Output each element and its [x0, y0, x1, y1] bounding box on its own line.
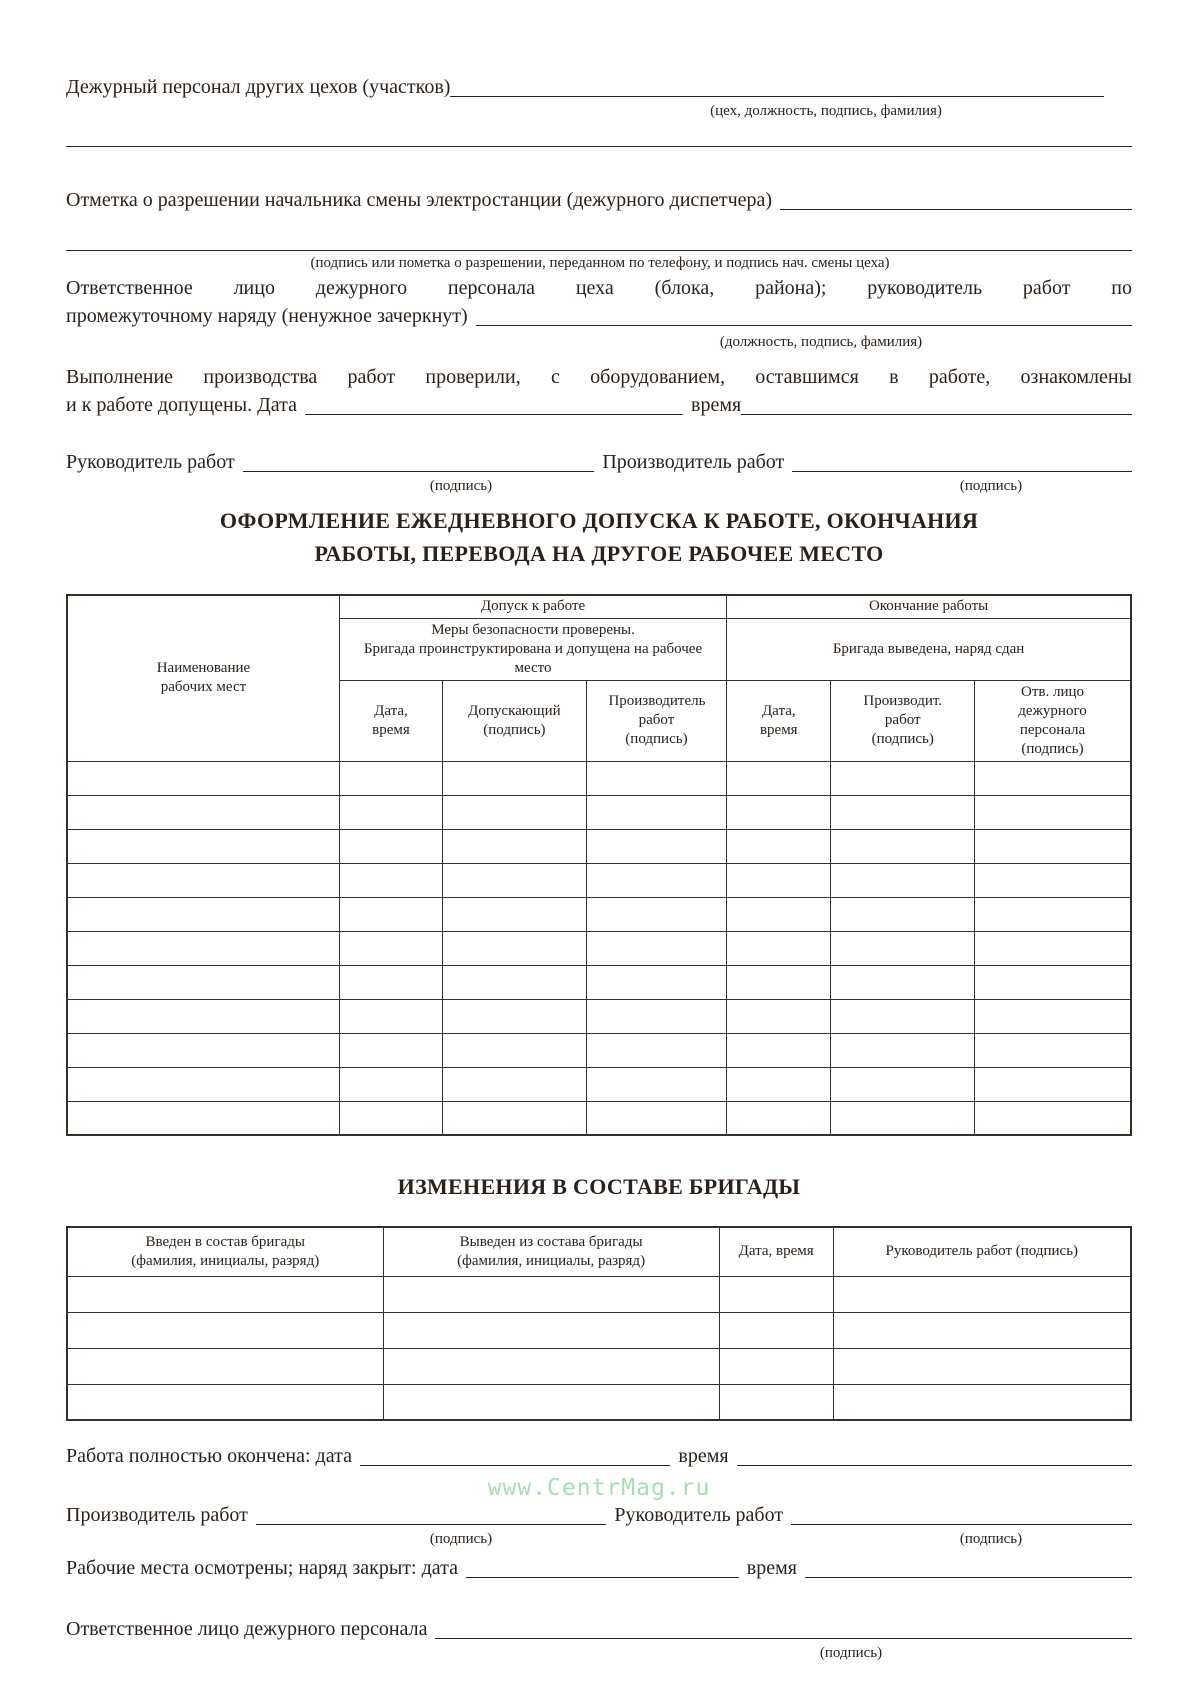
empty-cell: [67, 1312, 383, 1348]
closed-time-label: время: [746, 1557, 797, 1579]
duty-responsible-caption-row: [66, 1643, 1132, 1663]
empty-cell: [831, 795, 975, 829]
empty-cell: [727, 931, 831, 965]
empty-cell: [831, 1101, 975, 1135]
col-header-producer2-signature: Производит. работ (подпись): [831, 680, 975, 761]
table-row: [67, 1384, 1131, 1420]
empty-cell: [727, 965, 831, 999]
empty-cell: [339, 1101, 442, 1135]
time-label: время: [691, 394, 742, 416]
empty-cell: [67, 1348, 383, 1384]
empty-cell: [339, 1033, 442, 1067]
table-row: [67, 1312, 1131, 1348]
daily-admission-heading-line2: РАБОТЫ, ПЕРЕВОДА НА ДРУГОЕ РАБОЧЕЕ МЕСТО: [314, 541, 884, 566]
empty-cell: [67, 931, 339, 965]
workplaces-inspected-line: [66, 1555, 1132, 1582]
empty-cell: [443, 1067, 587, 1101]
empty-cell: [586, 761, 726, 795]
continuation-blank-line: [66, 121, 1132, 147]
empty-cell: [383, 1384, 719, 1420]
daily-admission-heading-line1: ОФОРМЛЕНИЕ ЕЖЕДНЕВНОГО ДОПУСКА К РАБОТЕ, ОКОНЧАНИЯ: [219, 508, 979, 533]
empty-cell: [67, 897, 339, 931]
table-row: [67, 1101, 1131, 1135]
admission-subtitle-line2: Бригада проинструктирована и допущена на рабочее место: [363, 640, 703, 676]
footer-signatures-line: [66, 1502, 1132, 1529]
brigade-changes-table: [66, 1226, 1132, 1421]
producer-label: Производитель работ: [602, 451, 785, 473]
empty-cell: [727, 1033, 831, 1067]
table-row: [67, 829, 1131, 863]
empty-cell: [831, 863, 975, 897]
col-header-supervisor-signature: Руководитель работ (подпись): [833, 1227, 1131, 1276]
daily-admission-table: [66, 594, 1132, 1136]
empty-cell: [339, 795, 442, 829]
empty-cell: [833, 1384, 1131, 1420]
col-header-completion-datetime: Дата, время: [727, 680, 831, 761]
empty-cell: [727, 829, 831, 863]
duty-responsible-line: [66, 1616, 1132, 1643]
verification-line1: Выполнение производства работ проверили, с оборудованием, оставшимся в работе, ознакомлены: [66, 366, 1132, 388]
empty-cell: [831, 999, 975, 1033]
empty-cell: [443, 863, 587, 897]
empty-cell: [339, 761, 442, 795]
footer-supervisor-signature-blank: [791, 1524, 1132, 1525]
empty-cell: [975, 761, 1131, 795]
permission-blank: [780, 209, 1132, 210]
empty-cell: [831, 1067, 975, 1101]
table-row: [67, 897, 1131, 931]
empty-cell: [586, 829, 726, 863]
admission-subtitle-line1: Меры безопасности проверены.: [431, 621, 635, 638]
empty-cell: [719, 1384, 833, 1420]
empty-cell: [586, 1067, 726, 1101]
closed-date-blank: [466, 1577, 739, 1578]
permission-label: Отметка о разрешении начальника смены электростанции (дежурного диспетчера): [66, 189, 773, 211]
col-header-duty-person-signature: Отв. лицо дежурного персонала (подпись): [975, 680, 1131, 761]
supervisor-signature-blank: [243, 471, 595, 472]
table-row: [67, 863, 1131, 897]
table-row: [67, 795, 1131, 829]
col-header-removed-member: Выведен из состава бригады (фамилия, инициалы, разряд): [383, 1227, 719, 1276]
empty-cell: [975, 965, 1131, 999]
empty-cell: [339, 931, 442, 965]
completion-subtitle-cell: Бригада выведена, наряд сдан: [727, 618, 1131, 680]
empty-cell: [975, 999, 1131, 1033]
empty-cell: [67, 863, 339, 897]
producer-signature-blank: [792, 471, 1132, 472]
empty-cell: [727, 897, 831, 931]
admission-subtitle-cell: [339, 618, 726, 680]
empty-cell: [727, 761, 831, 795]
col-header-added-member: Введен в состав бригады (фамилия, инициалы, разряд): [67, 1227, 383, 1276]
table-head-row: [67, 1227, 1131, 1276]
verification-date-label: и к работе допущены. Дата: [66, 394, 297, 416]
empty-cell: [443, 761, 587, 795]
empty-cell: [975, 795, 1131, 829]
empty-cell: [727, 1101, 831, 1135]
permission-caption: (подпись или пометка о разрешении, переданном по телефону, и подпись нач. смены цеха): [310, 255, 890, 271]
responsible-caption-row: [66, 332, 1132, 352]
empty-cell: [727, 999, 831, 1033]
empty-cell: [339, 1067, 442, 1101]
empty-cell: [975, 931, 1131, 965]
producer-signature-caption: (подпись): [959, 478, 1023, 494]
empty-cell: [443, 795, 587, 829]
workplaces-inspected-label: Рабочие места осмотрены; наряд закрыт: дата: [66, 1557, 458, 1579]
table-row: [67, 999, 1131, 1033]
empty-cell: [339, 829, 442, 863]
empty-cell: [67, 1033, 339, 1067]
table-row: [67, 761, 1131, 795]
empty-cell: [339, 999, 442, 1033]
empty-cell: [975, 897, 1131, 931]
empty-cell: [831, 897, 975, 931]
empty-cell: [67, 965, 339, 999]
permission-continuation-blank: [66, 225, 1132, 251]
footer-producer-signature-blank: [256, 1524, 607, 1525]
brigade-changes-heading: ИЗМЕНЕНИЯ В СОСТАВЕ БРИГАДЫ: [397, 1174, 801, 1199]
duty-personnel-label: Дежурный персонал других цехов (участков): [66, 76, 451, 98]
table-row: [67, 1067, 1131, 1101]
empty-cell: [975, 1101, 1131, 1135]
empty-cell: [339, 965, 442, 999]
empty-cell: [975, 1067, 1131, 1101]
empty-cell: [719, 1276, 833, 1312]
permission-caption-row: [66, 253, 1132, 273]
completed-time-blank: [737, 1465, 1132, 1466]
empty-cell: [383, 1276, 719, 1312]
daily-admission-table-head: [67, 595, 1131, 761]
empty-cell: [833, 1348, 1131, 1384]
empty-cell: [586, 1033, 726, 1067]
empty-cell: [443, 931, 587, 965]
brigade-changes-table-body: [67, 1276, 1131, 1420]
empty-cell: [67, 795, 339, 829]
table-row: [67, 931, 1131, 965]
empty-cell: [727, 1067, 831, 1101]
centrmag-watermark: www.CentrMag.ru: [487, 1475, 711, 1501]
daily-admission-table-body: [67, 761, 1131, 1135]
empty-cell: [443, 897, 587, 931]
table-row: [67, 1348, 1131, 1384]
footer-producer-signature-caption: (подпись): [429, 1531, 493, 1547]
empty-cell: [67, 1384, 383, 1420]
empty-cell: [67, 829, 339, 863]
empty-cell: [586, 931, 726, 965]
empty-cell: [831, 829, 975, 863]
duty-personnel-caption-row: [66, 101, 1132, 121]
col-header-producer-signature: Производитель работ (подпись): [586, 680, 726, 761]
footer-supervisor-signature-caption: (подпись): [959, 1531, 1023, 1547]
empty-cell: [831, 931, 975, 965]
supervisor-label: Руководитель работ: [66, 451, 235, 473]
empty-cell: [586, 1101, 726, 1135]
empty-cell: [719, 1312, 833, 1348]
table-row: [67, 1276, 1131, 1312]
empty-cell: [586, 863, 726, 897]
table-row: [67, 965, 1131, 999]
empty-cell: [833, 1312, 1131, 1348]
col-header-workplaces: Наименование рабочих мест: [67, 595, 339, 761]
empty-cell: [975, 1033, 1131, 1067]
empty-cell: [443, 965, 587, 999]
empty-cell: [719, 1348, 833, 1384]
signatures-line: [66, 449, 1132, 476]
empty-cell: [833, 1276, 1131, 1312]
daily-admission-heading: [66, 504, 1132, 570]
empty-cell: [727, 795, 831, 829]
empty-cell: [586, 999, 726, 1033]
empty-cell: [443, 1101, 587, 1135]
responsible-person-line1: Ответственное лицо дежурного персонала цеха (блока, района); руководитель работ по: [66, 277, 1132, 299]
responsible-person-blank: [476, 325, 1132, 326]
completed-date-blank: [360, 1465, 670, 1466]
footer-producer-label: Производитель работ: [66, 1504, 248, 1526]
empty-cell: [339, 863, 442, 897]
verification-line2: [66, 392, 1132, 419]
duty-personnel-line: [66, 74, 1132, 101]
footer-supervisor-label: Руководитель работ: [614, 1504, 784, 1526]
empty-cell: [383, 1312, 719, 1348]
date-blank: [305, 414, 683, 415]
empty-cell: [67, 1101, 339, 1135]
empty-cell: [443, 999, 587, 1033]
empty-cell: [67, 761, 339, 795]
permission-line: [66, 187, 1132, 214]
completed-time-label: время: [678, 1445, 729, 1467]
col-header-datetime: Дата, время: [719, 1227, 833, 1276]
empty-cell: [67, 1276, 383, 1312]
empty-cell: [831, 1033, 975, 1067]
empty-cell: [443, 829, 587, 863]
empty-cell: [831, 965, 975, 999]
duty-personnel-blank: [450, 96, 1104, 97]
empty-cell: [727, 863, 831, 897]
table-head-row-groups: [67, 595, 1131, 618]
signatures-captions-row: [66, 476, 1132, 496]
empty-cell: [975, 829, 1131, 863]
responsible-person-label2: промежуточному наряду (ненужное зачеркнут): [66, 305, 468, 327]
empty-cell: [443, 1033, 587, 1067]
empty-cell: [586, 795, 726, 829]
empty-cell: [831, 761, 975, 795]
closed-time-blank: [805, 1577, 1132, 1578]
supervisor-signature-caption: (подпись): [429, 478, 493, 494]
brigade-changes-table-head: [67, 1227, 1131, 1276]
work-completed-line: [66, 1443, 1132, 1470]
responsible-caption: (должность, подпись, фамилия): [719, 334, 923, 350]
work-completed-label: Работа полностью окончена: дата: [66, 1445, 352, 1467]
empty-cell: [975, 863, 1131, 897]
col-header-admission-datetime: Дата, время: [339, 680, 442, 761]
empty-cell: [67, 999, 339, 1033]
duty-responsible-signature-blank: [435, 1638, 1132, 1639]
empty-cell: [383, 1348, 719, 1384]
col-group-admission: Допуск к работе: [339, 595, 726, 618]
empty-cell: [586, 965, 726, 999]
empty-cell: [586, 897, 726, 931]
responsible-person-line2: [66, 303, 1132, 330]
duty-responsible-signature-caption: (подпись): [819, 1645, 883, 1661]
col-group-completion: Окончание работы: [727, 595, 1131, 618]
col-header-admitter-signature: Допускающий (подпись): [443, 680, 587, 761]
table-row: [67, 1033, 1131, 1067]
duty-responsible-label: Ответственное лицо дежурного персонала: [66, 1618, 428, 1640]
duty-personnel-caption: (цех, должность, подпись, фамилия): [710, 103, 942, 119]
empty-cell: [339, 897, 442, 931]
time-blank: [741, 414, 1132, 415]
empty-cell: [67, 1067, 339, 1101]
footer-signatures-captions-row: [66, 1529, 1132, 1549]
